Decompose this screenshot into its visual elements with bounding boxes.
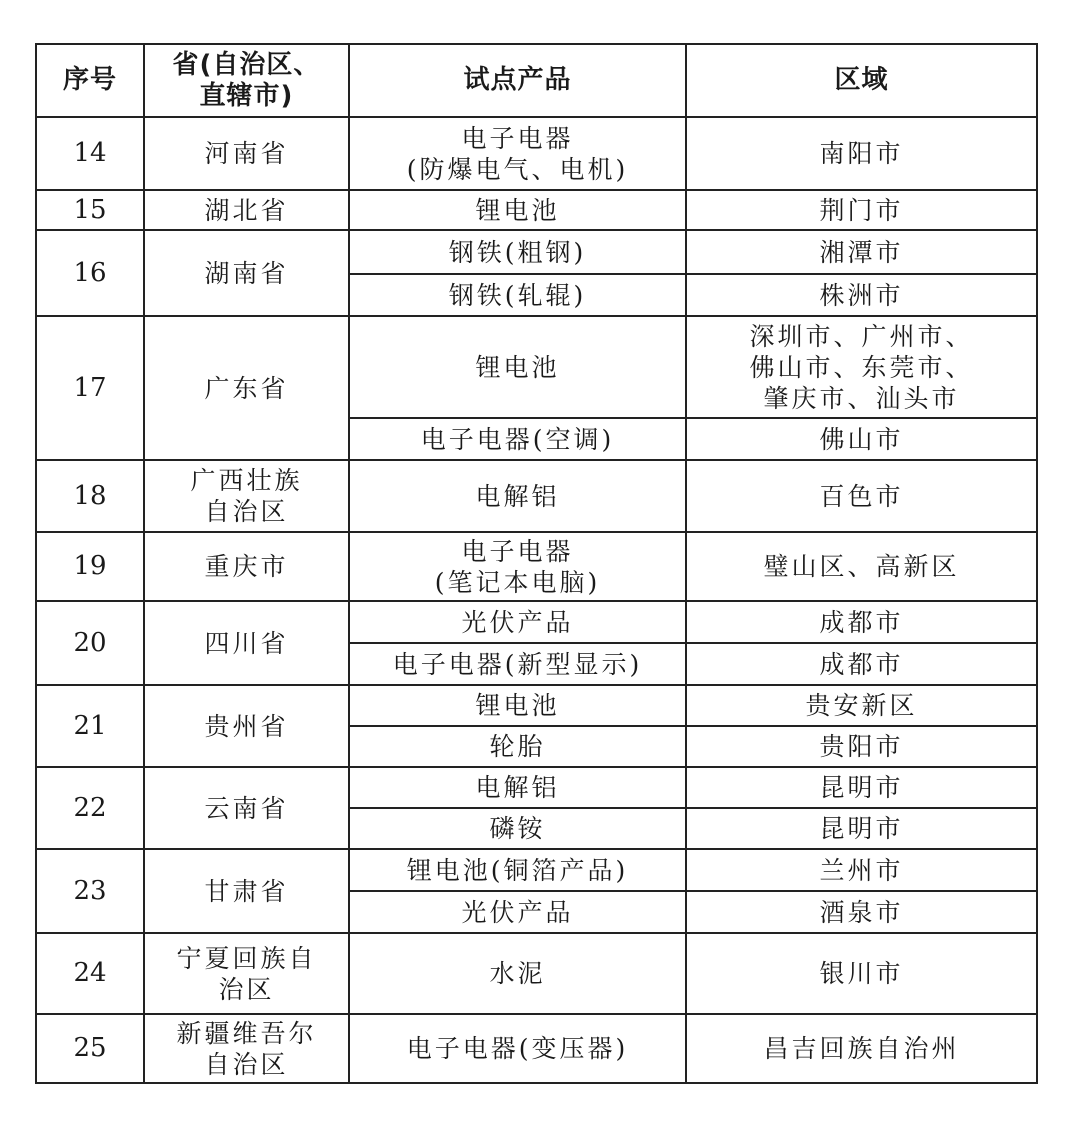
region-line: 银川市 xyxy=(819,959,904,988)
cell-province xyxy=(144,767,349,849)
cell-region xyxy=(686,685,1037,726)
cell-product xyxy=(349,726,686,767)
cell-region xyxy=(686,1014,1037,1083)
cell-region xyxy=(686,274,1037,316)
cell-region xyxy=(686,418,1037,460)
cell-index: 14 xyxy=(36,117,144,190)
cell-region xyxy=(686,316,1037,418)
cell-region xyxy=(686,767,1037,808)
province-line: 云南省 xyxy=(204,793,289,823)
cell-product xyxy=(349,767,686,808)
cell-product xyxy=(349,532,686,601)
cell-product xyxy=(349,933,686,1014)
product-line: 水泥 xyxy=(489,959,546,988)
province-line: 贵州省 xyxy=(204,711,289,741)
table-row xyxy=(36,933,1037,1014)
cell-index: 24 xyxy=(36,933,144,1014)
province-line: 广西壮族 xyxy=(190,466,303,495)
table-row xyxy=(36,460,1037,532)
product-line: 钢铁(粗钢) xyxy=(448,237,587,267)
cell-product xyxy=(349,117,686,190)
province-line: 新疆维吾尔 xyxy=(176,1018,317,1048)
region-line: 成都市 xyxy=(819,607,904,637)
cell-product xyxy=(349,418,686,460)
province-line: 四川省 xyxy=(204,628,289,658)
cell-product xyxy=(349,274,686,316)
product-line: 锂电池 xyxy=(475,691,560,720)
cell-product xyxy=(349,685,686,726)
table-row xyxy=(36,849,1037,891)
cell-index: 15 xyxy=(36,190,144,230)
province-line: 宁夏回族自 xyxy=(176,943,317,973)
cell-region xyxy=(686,726,1037,767)
product-line: 电子电器(变压器) xyxy=(406,1034,629,1063)
region-line: 佛山市、东莞市、 xyxy=(749,352,974,382)
cell-product xyxy=(349,849,686,891)
province-line: 湖南省 xyxy=(204,258,289,288)
cell-province xyxy=(144,601,349,685)
product-line: 磷铵 xyxy=(489,814,546,843)
region-line: 百色市 xyxy=(819,481,904,511)
product-line: 电子电器 xyxy=(461,536,574,566)
cell-index: 25 xyxy=(36,1014,144,1083)
product-line: 光伏产品 xyxy=(461,897,574,927)
region-line: 酒泉市 xyxy=(819,897,904,927)
region-line: 昆明市 xyxy=(819,814,904,843)
region-line: 贵安新区 xyxy=(805,691,918,720)
region-line: 南阳市 xyxy=(819,139,904,168)
province-line: 湖北省 xyxy=(204,195,289,225)
cell-product xyxy=(349,1014,686,1083)
region-line: 昆明市 xyxy=(819,773,904,802)
cell-region xyxy=(686,601,1037,643)
region-line: 兰州市 xyxy=(819,855,904,885)
province-line: 重庆市 xyxy=(204,552,289,581)
cell-province xyxy=(144,190,349,230)
province-line: 甘肃省 xyxy=(204,876,289,906)
header-province xyxy=(144,44,349,117)
cell-product xyxy=(349,190,686,230)
product-line: 锂电池(铜箔产品) xyxy=(406,855,629,885)
product-line: 轮胎 xyxy=(489,732,546,761)
cell-province xyxy=(144,460,349,532)
province-line: 治区 xyxy=(218,974,275,1004)
product-line: 光伏产品 xyxy=(461,607,574,637)
product-line: (防爆电气、电机) xyxy=(406,154,629,184)
region-line: 株洲市 xyxy=(819,280,904,310)
cell-province xyxy=(144,316,349,460)
cell-product xyxy=(349,230,686,274)
cell-index: 23 xyxy=(36,849,144,933)
region-line: 成都市 xyxy=(819,649,904,679)
cell-region xyxy=(686,643,1037,685)
table-header-row xyxy=(36,44,1037,117)
cell-index: 18 xyxy=(36,460,144,532)
cell-region xyxy=(686,532,1037,601)
table-row xyxy=(36,316,1037,418)
product-line: 电子电器(空调) xyxy=(420,424,615,454)
cell-region xyxy=(686,808,1037,849)
province-line: 自治区 xyxy=(204,1049,289,1079)
table-row xyxy=(36,767,1037,808)
cell-region xyxy=(686,117,1037,190)
pilot-table-container xyxy=(35,43,1038,1084)
table-row xyxy=(36,1014,1037,1083)
product-line: 锂电池 xyxy=(475,195,560,225)
table-row xyxy=(36,230,1037,274)
cell-index: 16 xyxy=(36,230,144,316)
cell-region xyxy=(686,849,1037,891)
cell-index: 20 xyxy=(36,601,144,685)
cell-province xyxy=(144,532,349,601)
product-line: 电子电器 xyxy=(461,123,574,153)
header-index: 序号 xyxy=(36,44,144,117)
cell-province xyxy=(144,685,349,767)
cell-index: 21 xyxy=(36,685,144,767)
product-line: 钢铁(轧辊) xyxy=(448,280,587,310)
cell-product xyxy=(349,808,686,849)
cell-province xyxy=(144,849,349,933)
table-body xyxy=(36,117,1037,1083)
table-row xyxy=(36,117,1037,190)
product-line: 电解铝 xyxy=(475,773,560,802)
product-line: 电子电器(新型显示) xyxy=(392,649,643,679)
cell-index: 22 xyxy=(36,767,144,849)
product-line: 锂电池 xyxy=(475,352,560,382)
cell-region xyxy=(686,230,1037,274)
region-line: 璧山区、高新区 xyxy=(763,552,960,581)
region-line: 佛山市 xyxy=(819,424,904,454)
region-line: 深圳市、广州市、 xyxy=(749,321,974,351)
region-line: 肇庆市、汕头市 xyxy=(763,383,960,413)
region-line: 昌吉回族自治州 xyxy=(763,1034,960,1063)
cell-province xyxy=(144,1014,349,1083)
cell-province xyxy=(144,933,349,1014)
header-province-line1: 省(自治区、 xyxy=(172,49,321,80)
table-row xyxy=(36,190,1037,230)
cell-region xyxy=(686,891,1037,933)
cell-product xyxy=(349,601,686,643)
cell-province xyxy=(144,117,349,190)
header-region: 区域 xyxy=(686,44,1037,117)
table-row xyxy=(36,685,1037,726)
cell-province xyxy=(144,230,349,316)
header-province-line2: 直辖市) xyxy=(199,80,294,111)
province-line: 河南省 xyxy=(204,139,289,168)
cell-region xyxy=(686,460,1037,532)
region-line: 贵阳市 xyxy=(819,732,904,761)
cell-product xyxy=(349,316,686,418)
cell-product xyxy=(349,891,686,933)
province-line: 广东省 xyxy=(204,373,289,403)
table-row xyxy=(36,601,1037,643)
header-product: 试点产品 xyxy=(349,44,686,117)
product-line: (笔记本电脑) xyxy=(434,567,601,597)
cell-region xyxy=(686,190,1037,230)
cell-region xyxy=(686,933,1037,1014)
table-row xyxy=(36,532,1037,601)
region-line: 湘潭市 xyxy=(819,237,904,267)
region-line: 荆门市 xyxy=(819,195,904,225)
product-line: 电解铝 xyxy=(475,481,560,511)
pilot-products-table xyxy=(35,43,1038,1084)
cell-index: 17 xyxy=(36,316,144,460)
cell-product xyxy=(349,460,686,532)
cell-index: 19 xyxy=(36,532,144,601)
cell-product xyxy=(349,643,686,685)
province-line: 自治区 xyxy=(204,497,289,526)
